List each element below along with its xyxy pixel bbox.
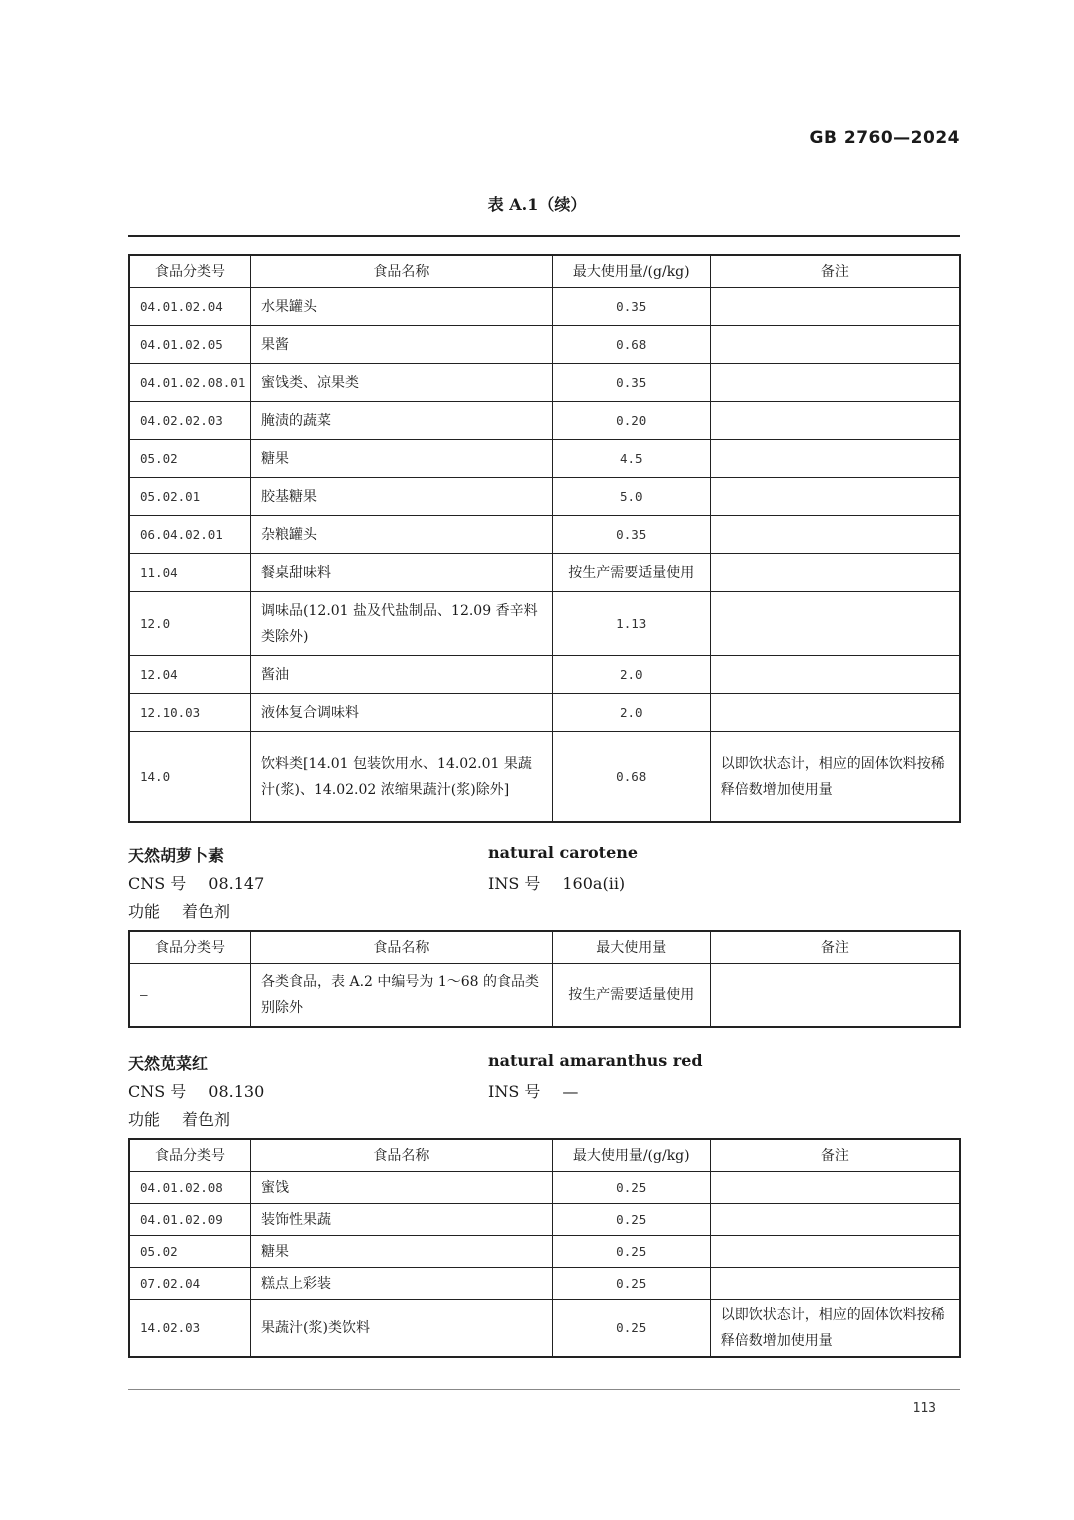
food-name: 腌渍的蔬菜 [251,402,553,440]
table-row [129,478,960,516]
footer-rule [128,1389,960,1390]
max-usage: 0.68 [552,326,710,364]
remarks [710,364,960,402]
table-header-row [129,931,960,964]
max-usage: 0.25 [552,1172,710,1204]
max-usage: 2.0 [552,656,710,694]
table-row [129,732,960,823]
additive-natural-amaranthus-red-info [128,1051,961,1135]
remarks [710,1268,960,1300]
food-category-code: 11.04 [129,554,251,592]
food-name: 糕点上彩装 [251,1268,553,1300]
max-usage: 0.25 [552,1268,710,1300]
additive-name-en: natural amaranthus red [488,1051,703,1070]
header-food-category-code: 食品分类号 [129,255,251,288]
remarks [710,1236,960,1268]
food-name: 胶基糖果 [251,478,553,516]
food-category-code: 05.02.01 [129,478,251,516]
additive-name-en: natural carotene [488,843,639,862]
max-usage: 2.0 [552,694,710,732]
table-row [129,592,960,656]
additive-usage-table-continued [128,254,961,823]
remarks: 以即饮状态计，相应的固体饮料按稀释倍数增加使用量 [710,732,960,823]
food-category-code: 05.02 [129,1236,251,1268]
remarks [710,964,960,1028]
food-name: 杂粮罐头 [251,516,553,554]
table-row [129,326,960,364]
header-max-usage: 最大使用量/(g/kg) [552,255,710,288]
remarks [710,288,960,326]
table-row [129,1172,960,1204]
header-food-name: 食品名称 [251,1139,553,1172]
ins-label: INS 号 [488,874,541,893]
max-usage: 0.35 [552,364,710,402]
max-usage: 0.25 [552,1204,710,1236]
cns-label: CNS 号 [128,1082,187,1101]
top-rule [128,235,960,237]
food-name: 调味品(12.01 盐及代盐制品、12.09 香辛料类除外) [251,592,553,656]
natural-carotene-usage-table [128,930,961,1028]
table-header-row [129,1139,960,1172]
food-name: 餐桌甜味料 [251,554,553,592]
max-usage: 0.25 [552,1300,710,1358]
cns-number: 08.147 [208,874,265,893]
max-usage: 按生产需要适量使用 [552,554,710,592]
remarks: 以即饮状态计，相应的固体饮料按稀释倍数增加使用量 [710,1300,960,1358]
additive-name-cn: 天然苋菜红 [128,1054,209,1073]
food-name: 酱油 [251,656,553,694]
natural-amaranthus-red-usage-table [128,1138,961,1358]
food-category-code: 14.02.03 [129,1300,251,1358]
page-number: 113 [912,1401,936,1416]
food-category-code: 12.0 [129,592,251,656]
table-header-row [129,255,960,288]
max-usage: 4.5 [552,440,710,478]
food-name: 蜜饯 [251,1172,553,1204]
table-caption: 表 A.1（续） [487,195,587,214]
standard-code: GB 2760—2024 [809,128,960,148]
function-label: 功能 [128,1110,161,1129]
food-category-code: 04.01.02.05 [129,326,251,364]
food-category-code: 12.04 [129,656,251,694]
table-row [129,440,960,478]
food-category-code: 14.0 [129,732,251,823]
table-row [129,1204,960,1236]
function-value: 着色剂 [182,902,231,921]
food-name: 液体复合调味料 [251,694,553,732]
remarks [710,592,960,656]
food-category-code: 04.01.02.08 [129,1172,251,1204]
max-usage: 0.25 [552,1236,710,1268]
table-row [129,964,960,1028]
function-label: 功能 [128,902,161,921]
header-remarks: 备注 [710,931,960,964]
additive-name-cn: 天然胡萝卜素 [128,846,225,865]
food-category-code: 04.02.02.03 [129,402,251,440]
additive-natural-carotene-info [128,843,961,927]
table-row [129,1268,960,1300]
food-name: 饮料类[14.01 包装饮用水、14.02.01 果蔬汁(浆)、14.02.02 浓缩果蔬汁(浆)除外] [251,732,553,823]
remarks [710,1172,960,1204]
food-name: 糖果 [251,1236,553,1268]
max-usage: 0.20 [552,402,710,440]
remarks [710,326,960,364]
food-category-code: 12.10.03 [129,694,251,732]
food-category-code: 04.01.02.08.01 [129,364,251,402]
max-usage: 0.35 [552,516,710,554]
header-remarks: 备注 [710,1139,960,1172]
remarks [710,478,960,516]
max-usage: 0.68 [552,732,710,823]
remarks [710,402,960,440]
food-category-code: 04.01.02.09 [129,1204,251,1236]
table-row [129,1236,960,1268]
table-row [129,516,960,554]
remarks [710,440,960,478]
remarks [710,694,960,732]
header-food-category-code: 食品分类号 [129,1139,251,1172]
food-name: 装饰性果蔬 [251,1204,553,1236]
ins-number: 160a(ii) [562,874,626,893]
header-max-usage: 最大使用量/(g/kg) [552,1139,710,1172]
remarks [710,516,960,554]
food-category-code: 06.04.02.01 [129,516,251,554]
food-name: 各类食品，表 A.2 中编号为 1～68 的食品类别除外 [251,964,553,1028]
table-row [129,364,960,402]
food-category-code: — [129,964,251,1028]
food-category-code: 07.02.04 [129,1268,251,1300]
food-name: 果蔬汁(浆)类饮料 [251,1300,553,1358]
food-category-code: 05.02 [129,440,251,478]
table-row [129,402,960,440]
max-usage: 按生产需要适量使用 [552,964,710,1028]
table-row [129,554,960,592]
header-food-name: 食品名称 [251,255,553,288]
food-name: 水果罐头 [251,288,553,326]
table-row [129,694,960,732]
max-usage: 0.35 [552,288,710,326]
header-max-usage: 最大使用量 [552,931,710,964]
remarks [710,1204,960,1236]
function-value: 着色剂 [182,1110,231,1129]
header-remarks: 备注 [710,255,960,288]
table-row [129,288,960,326]
header-food-name: 食品名称 [251,931,553,964]
ins-number: — [562,1082,579,1101]
table-row [129,1300,960,1358]
remarks [710,554,960,592]
max-usage: 5.0 [552,478,710,516]
cns-number: 08.130 [208,1082,265,1101]
food-category-code: 04.01.02.04 [129,288,251,326]
remarks [710,656,960,694]
max-usage: 1.13 [552,592,710,656]
cns-label: CNS 号 [128,874,187,893]
header-food-category-code: 食品分类号 [129,931,251,964]
food-name: 果酱 [251,326,553,364]
ins-label: INS 号 [488,1082,541,1101]
table-row [129,656,960,694]
food-name: 糖果 [251,440,553,478]
food-name: 蜜饯类、凉果类 [251,364,553,402]
